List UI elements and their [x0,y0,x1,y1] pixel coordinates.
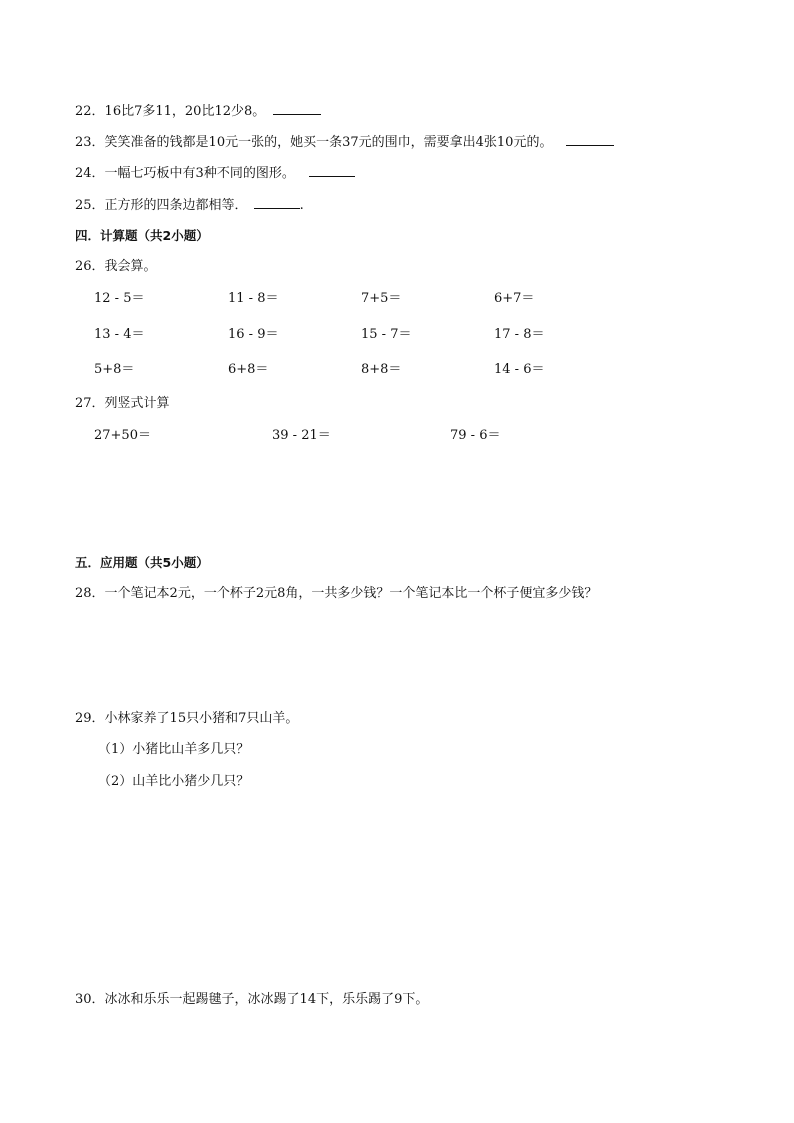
question-text: 小林家养了15只小猪和7只山羊。 [104,711,299,726]
question-number: 22． [75,104,105,119]
calc-expression: 6+7＝ [494,291,535,306]
calc-expression: 11 - 8＝ [228,291,279,306]
question-28 [75,585,597,603]
question-text: 正方形的四条边都相等． [104,198,248,213]
question-23 [75,133,614,152]
question-number: 24． [75,166,105,181]
question-number: 29． [75,711,105,726]
question-number: 23． [75,135,105,150]
question-number: 25． [75,198,105,213]
question-26 [75,258,157,276]
answer-blank[interactable] [309,164,355,177]
section-title-application: 五．应用题（共5小题） [75,555,209,570]
question-27 [75,395,170,413]
question-number: 27． [75,396,105,411]
question-30 [75,991,428,1009]
question-number: 28． [75,586,105,601]
calc-expression: 5+8＝ [94,362,135,377]
vertical-calc-expression: 79 - 6＝ [450,428,501,443]
calc-expression: 13 - 4＝ [94,327,145,342]
calc-expression: 16 - 9＝ [228,327,279,342]
question-text: 16比7多11，20比12少8。 [104,104,266,119]
answer-blank[interactable] [566,133,614,146]
question-text: 一幅七巧板中有3种不同的图形。 [104,166,295,181]
question-text: 一个笔记本2元，一个杯子2元8角，一共多少钱？一个笔记本比一个杯子便宜多少钱？ [104,586,598,601]
question-24 [75,164,355,183]
question-29 [75,710,298,728]
calc-expression: 14 - 6＝ [494,362,545,377]
section-title-calculation: 四．计算题（共2小题） [75,228,209,243]
answer-blank[interactable] [254,196,300,209]
vertical-calc-expression: 27+50＝ [94,428,151,443]
question-text: 冰冰和乐乐一起踢毽子，冰冰踢了14下，乐乐踢了9下。 [104,992,429,1007]
question-tail: . [299,198,304,213]
question-text: 笑笑准备的钱都是10元一张的，她买一条37元的围巾，需要拿出4张10元的。 [104,135,553,150]
answer-blank[interactable] [273,102,321,115]
question-22 [75,102,321,121]
sub-question-2: （2）山羊比小猪少几只？ [98,774,250,789]
calc-expression: 12 - 5＝ [94,291,145,306]
sub-question-1: （1）小猪比山羊多几只？ [98,742,250,757]
vertical-calc-expression: 39 - 21＝ [272,428,331,443]
calc-expression: 15 - 7＝ [361,327,412,342]
question-number: 30． [75,992,105,1007]
question-text: 我会算。 [104,259,157,274]
calc-expression: 7+5＝ [361,291,402,306]
calc-expression: 17 - 8＝ [494,327,545,342]
question-text: 列竖式计算 [104,396,170,411]
calc-expression: 6+8＝ [228,362,269,377]
question-25 [75,196,304,215]
question-number: 26． [75,259,105,274]
calc-expression: 8+8＝ [361,362,402,377]
